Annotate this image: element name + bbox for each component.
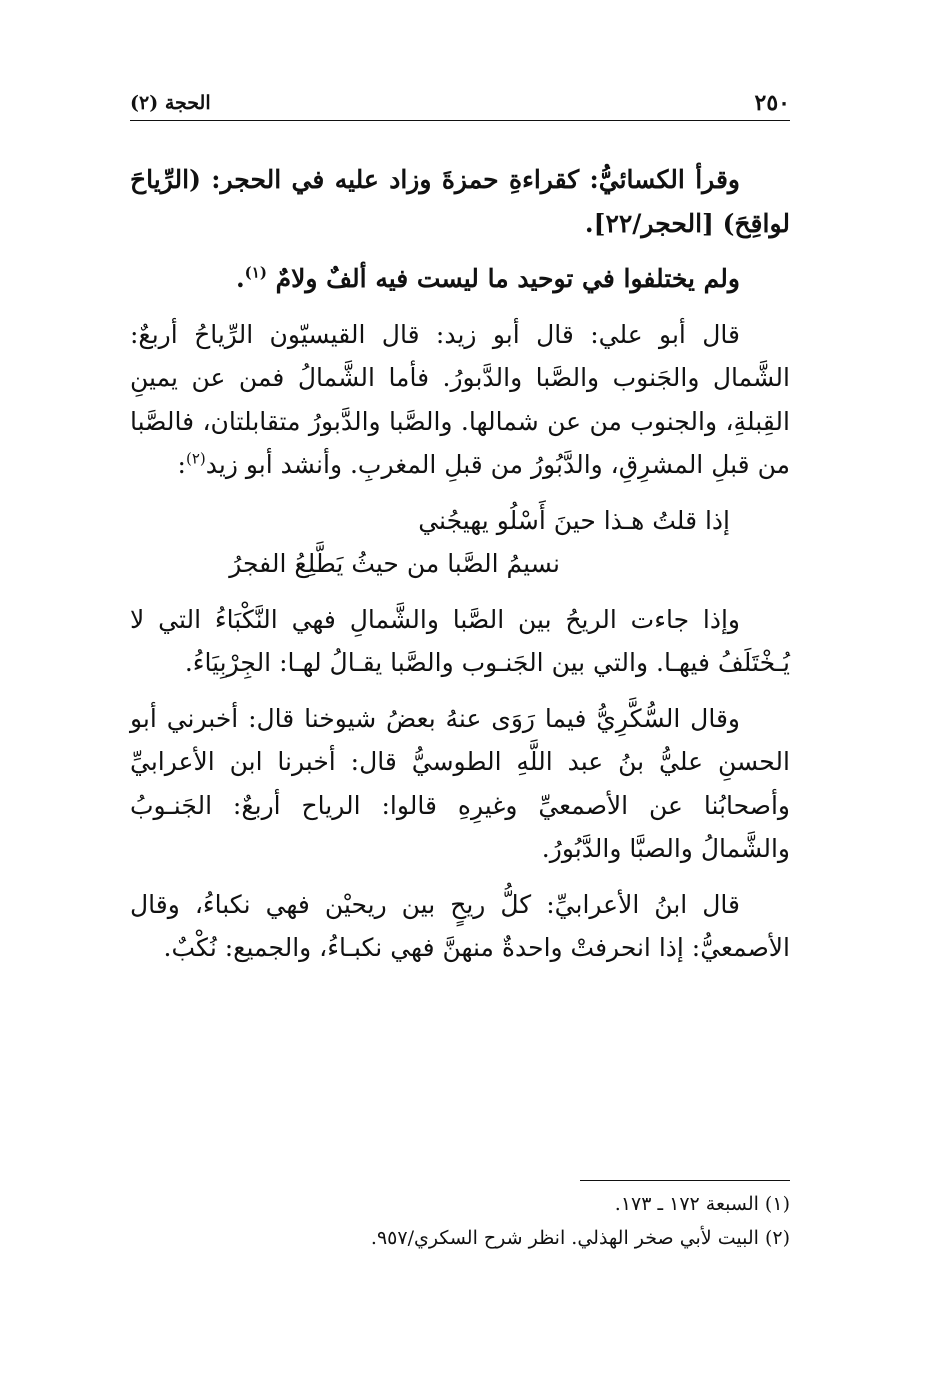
footnote-divider — [580, 1180, 790, 1181]
footnote-ref-1: (١) — [244, 263, 267, 282]
footnote-1: (١) السبعة ١٧٢ ـ ١٧٣. — [614, 1193, 790, 1215]
paragraph-abu-ali-text: قال أبو علي: قال أبو زيد: قال القيسيّون الرِّياحُ أربعٌ: الشَّمال والجَنوب والصَّبا والدَّبورُ. فأما الشَّمالُ فمن عن يمينِ القِبلةِ، والجنوب من عن شمالها. والصَّبا والدَّبورُ متقابلتان، فالصَّبا من قبلِ المشرِقِ، والدَّبُورُ من قبلِ المغربِ. وأنشد أبو زيد — [130, 319, 790, 479]
verse-first-hemistich: إذا قلتُ هـذا حينَ أَسْلُو يهيجُني — [418, 505, 730, 535]
paragraph-sukkari: وقال السُّكَّرِيُّ فيما رَوَى عنهُ بعضُ شيوخنا قال: أخبرني أبو الحسنِ عليُّ بنُ عبد اللَّهِ الطوسيُّ قال: أخبرنا ابن الأعرابيِّ وأصحابُنا عن الأصمعيِّ وغيرِهِ قالوا: الرياح أربعٌ: الجَنـوبُ والشَّمالُ والصبَّا والدَّبُورُ. — [130, 703, 790, 863]
paragraph-kisai: وقرأ الكسائيُّ: كقراءةِ حمزةَ وزاد عليه في الحجر: (الرِّياحَ لواقِحَ) [الحجر/٢٢]. — [130, 165, 790, 238]
paragraph-abu-ali — [130, 313, 790, 487]
running-title: الحجة (٢) — [130, 92, 211, 114]
poetry-verse — [130, 499, 790, 586]
footnotes — [130, 1180, 790, 1255]
page-header — [130, 86, 790, 121]
page-number: ٢٥٠ — [754, 90, 790, 116]
paragraph-nakba: وإذا جاءت الريحُ بين الصَّبا والشَّمالِ فهي النَّكْبَاءُ التي لا يُـخْتَلَفُ فيهـا. والتي بين الجَنـوب والصَّبا يقـالُ لهـا: الجِرْبِيَاءُ. — [130, 604, 790, 677]
verse-second-hemistich: نسيمُ الصَّبا من حيثُ يَطَّلِعُ الفجرُ — [229, 549, 560, 578]
footnote-ref-2: (٢) — [185, 449, 206, 468]
main-text — [130, 158, 790, 982]
paragraph-tawhid-end: . — [235, 264, 245, 293]
paragraph-tawhid-text: ولم يختلفوا في توحيد ما ليست فيه ألفٌ ولامٌ — [275, 264, 740, 293]
footnote-2: (٢) البيت لأبي صخر الهذلي. انظر شرح السكري/٩٥٧. — [370, 1227, 790, 1249]
paragraph-ibn-arabi: قال ابنُ الأعرابيِّ: كلُّ ريحٍ بين ريحيْن فهي نكباءُ، وقال الأصمعيُّ: إذا انحرفتْ واحدةٌ منهنَّ فهي نكبـاءُ، والجميع: نُكْبٌ. — [130, 889, 790, 962]
paragraph-abu-ali-end: : — [177, 450, 186, 479]
paragraph-tawhid — [130, 257, 790, 301]
